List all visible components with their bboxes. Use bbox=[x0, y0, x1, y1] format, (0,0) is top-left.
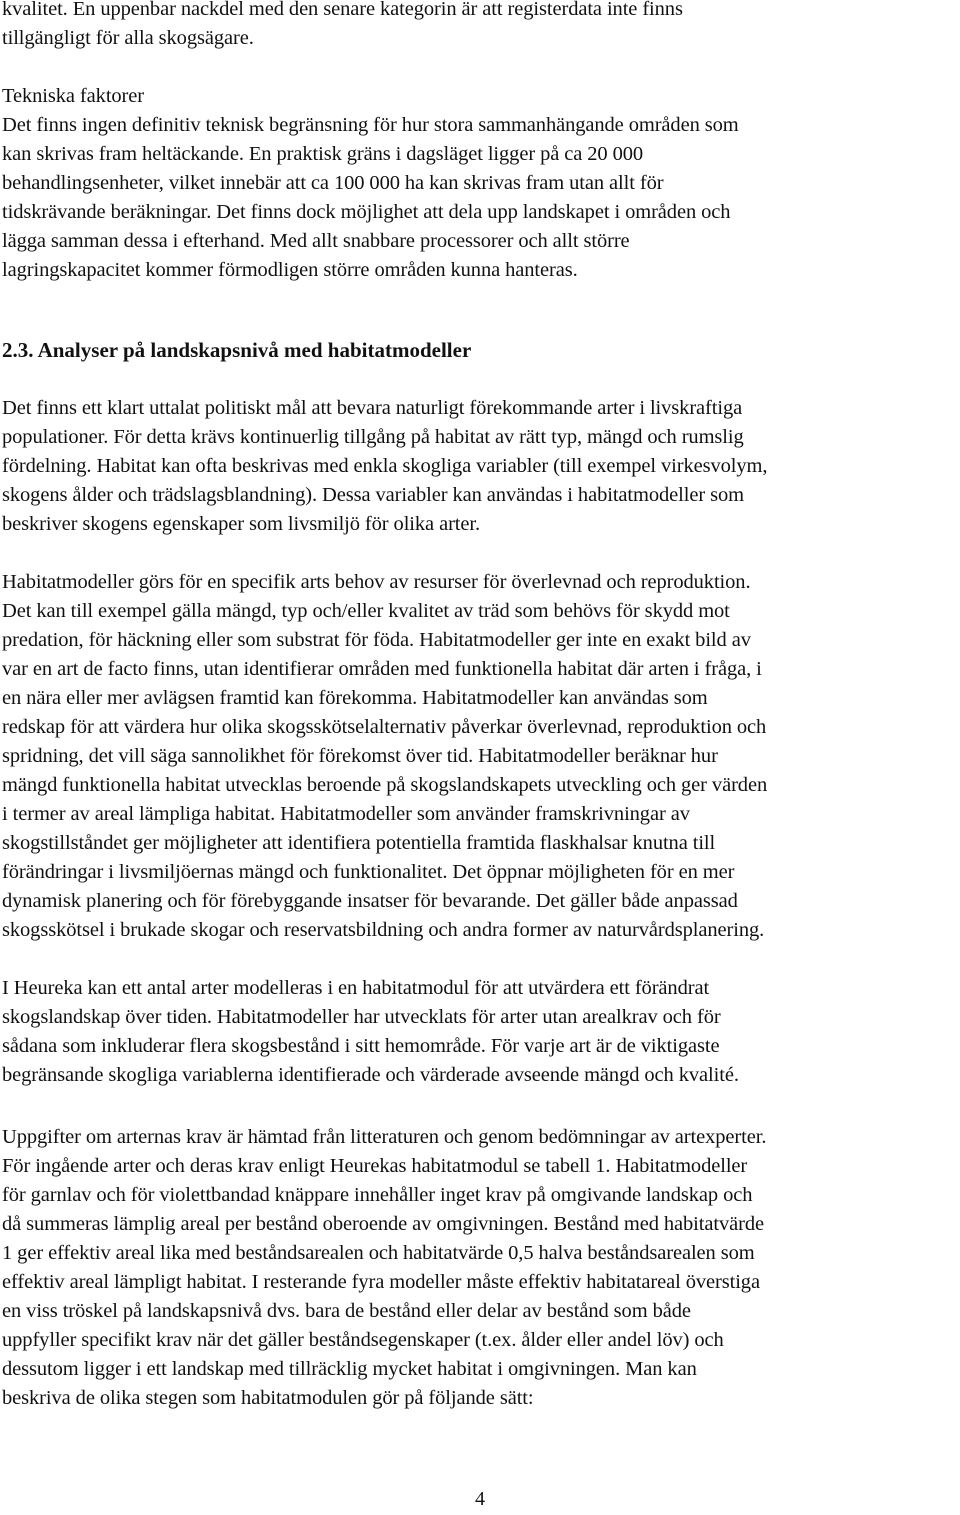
paragraph-registerdata bbox=[2, 0, 958, 53]
text-line: Det finns ingen definitiv teknisk begränsning för hur stora sammanhängande områden som bbox=[2, 114, 739, 136]
text-line: kvalitet. En uppenbar nackdel med den senare kategorin är att registerdata inte finns bbox=[2, 0, 683, 20]
text-line: predation, för häckning eller som substrat för föda. Habitatmodeller ger inte en exakt bild av bbox=[2, 629, 751, 651]
text-line: redskap för att värdera hur olika skogsskötselalternativ påverkar överlevnad, reproduktion och bbox=[2, 716, 767, 738]
section-heading: 2.3. Analyser på landskapsnivå med habitatmodeller bbox=[2, 338, 472, 362]
paragraph-heureka bbox=[2, 974, 958, 1090]
text-line: sådana som inkluderar flera skogsbestånd i sitt hemområde. För varje art är de viktigaste bbox=[2, 1035, 720, 1057]
paragraph-tekniska-faktorer bbox=[2, 82, 958, 285]
text-line: fördelning. Habitat kan ofta beskrivas med enkla skogliga variabler (till exempel virkesvolym, bbox=[2, 455, 768, 477]
text-line: var en art de facto finns, utan identifierar områden med funktionella habitat där arten i fråga, i bbox=[2, 658, 762, 680]
text-line: effektiv areal lämpligt habitat. I resterande fyra modeller måste effektiv habitatareal överstiga bbox=[2, 1271, 760, 1293]
text-line: populationer. För detta krävs kontinuerlig tillgång på habitat av rätt typ, mängd och rumslig bbox=[2, 426, 744, 448]
text-line: en nära eller mer avlägsen framtid kan förekomma. Habitatmodeller kan användas som bbox=[2, 687, 708, 709]
text-line: Habitatmodeller görs för en specifik arts behov av resurser för överlevnad och reproduktion. bbox=[2, 571, 751, 593]
paragraph-uppgifter bbox=[2, 1123, 958, 1413]
subheading-tekniska-faktorer: Tekniska faktorer bbox=[2, 85, 145, 107]
text-line: För ingående arter och deras krav enligt Heurekas habitatmodul se tabell 1. Habitatmodeller bbox=[2, 1155, 748, 1177]
text-line: skogstillståndet ger möjligheter att identifiera potentiella framtida flaskhalsar knutna till bbox=[2, 832, 716, 854]
text-line: Det finns ett klart uttalat politiskt mål att bevara naturligt förekommande arter i livskraftiga bbox=[2, 397, 743, 419]
text-line: kan skrivas fram heltäckande. En praktisk gräns i dagsläget ligger på ca 20 000 bbox=[2, 143, 644, 165]
text-line: Uppgifter om arternas krav är hämtad från litteraturen och genom bedömningar av artexperter. bbox=[2, 1126, 767, 1148]
text-line: då summeras lämplig areal per bestånd oberoende av omgivningen. Bestånd med habitatvärde bbox=[2, 1213, 764, 1235]
text-line: behandlingsenheter, vilket innebär att ca 100 000 ha kan skrivas fram utan allt för bbox=[2, 172, 664, 194]
page-number: 4 bbox=[475, 1488, 485, 1510]
text-line: mängd funktionella habitat utvecklas beroende på skogslandskapets utveckling och ger värden bbox=[2, 774, 768, 796]
text-line: en viss tröskel på landskapsnivå dvs. bara de bestånd eller delar av bestånd som både bbox=[2, 1300, 691, 1322]
text-line: dessutom ligger i ett landskap med tillräcklig mycket habitat i omgivningen. Man kan bbox=[2, 1358, 697, 1380]
text-line: beskriver skogens egenskaper som livsmiljö för olika arter. bbox=[2, 513, 481, 535]
text-line: skogsskötsel i brukade skogar och reservatsbildning och andra former av naturvårdsplanering. bbox=[2, 919, 765, 941]
text-line: lägga samman dessa i efterhand. Med allt snabbare processorer och allt större bbox=[2, 230, 630, 252]
text-line: 1 ger effektiv areal lika med beståndsarealen och habitatvärde 0,5 halva beståndsarealen som bbox=[2, 1242, 755, 1264]
text-line: förändringar i livsmiljöernas mängd och funktionalitet. Det öppnar möjligheten för en mer bbox=[2, 861, 735, 883]
paragraph-habitatmodeller bbox=[2, 568, 958, 945]
text-line: I Heureka kan ett antal arter modelleras i en habitatmodul för att utvärdera ett förändrat bbox=[2, 977, 710, 999]
text-line: spridning, det vill säga sannolikhet för förekomst över tid. Habitatmodeller beräknar hur bbox=[2, 745, 718, 767]
text-line: dynamisk planering och för förebyggande insatser för bevarande. Det gäller både anpassad bbox=[2, 890, 738, 912]
text-line: för garnlav och för violettbandad knäppare innehåller inget krav på omgivande landskap och bbox=[2, 1184, 753, 1206]
text-line: Det kan till exempel gälla mängd, typ och/eller kvalitet av träd som behövs för skydd mot bbox=[2, 600, 730, 622]
text-line: skogens ålder och trädslagsblandning). Dessa variabler kan användas i habitatmodeller som bbox=[2, 484, 744, 506]
text-line: tidskrävande beräkningar. Det finns dock möjlighet att dela upp landskapet i områden och bbox=[2, 201, 731, 223]
text-line: begränsande skogliga variablerna identifierade och värderade avseende mängd och kvalité. bbox=[2, 1064, 739, 1086]
text-line: beskriva de olika stegen som habitatmodulen gör på följande sätt: bbox=[2, 1387, 534, 1409]
text-line: uppfyller specifikt krav när det gäller beståndsegenskaper (t.ex. ålder eller andel löv) och bbox=[2, 1329, 724, 1351]
text-line: skogslandskap över tiden. Habitatmodeller har utvecklats för arter utan arealkrav och för bbox=[2, 1006, 721, 1028]
text-line: tillgängligt för alla skogsägare. bbox=[2, 27, 254, 49]
text-line: i termer av areal lämpliga habitat. Habitatmodeller som använder framskrivningar av bbox=[2, 803, 690, 825]
text-line: lagringskapacitet kommer förmodligen större områden kunna hanteras. bbox=[2, 259, 578, 281]
paragraph-politiskt-mal bbox=[2, 394, 958, 539]
